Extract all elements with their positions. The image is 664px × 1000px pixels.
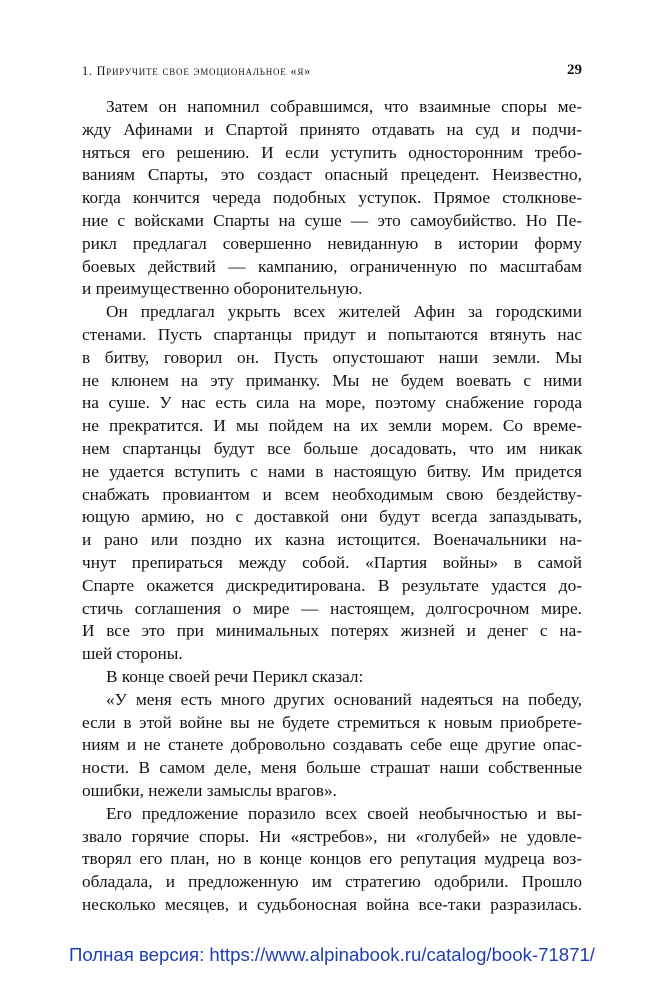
text-line: ние с войсками Спарты на суше — это самоубийство. Но Пе- bbox=[82, 210, 582, 230]
text-line: когда кончится череда подобных уступок. Прямое столкнове- bbox=[82, 188, 582, 208]
text-line: «У меня есть много других оснований надеяться на победу, bbox=[106, 689, 582, 709]
running-head bbox=[82, 64, 582, 84]
text-line: творял его план, но в конце концов его репутация мудреца воз- bbox=[82, 849, 582, 869]
text-line: ющую армию, но с доставкой они будут всегда запаздывать, bbox=[82, 507, 582, 527]
text-line: Спарте окажется дискредитирована. В результате удастся до- bbox=[82, 575, 582, 595]
page-number: 29 bbox=[567, 62, 582, 78]
text-line: Его предложение поразило всех своей необычностью и вы- bbox=[106, 803, 582, 823]
text-line: рикл предлагал совершенно невиданную в истории форму bbox=[82, 233, 582, 253]
text-line: ности. В самом деле, меня больше страшат наши собственные bbox=[82, 758, 582, 778]
text-line: обладала, и предложенную им стратегию одобрили. Прошло bbox=[82, 872, 582, 892]
text-line: на суше. У нас есть сила на море, поэтому снабжение города bbox=[82, 393, 582, 413]
text-line: и рано или поздно их казна истощится. Военачальники на- bbox=[82, 530, 582, 550]
text-line: ошибки, нежели замыслы врагов». bbox=[82, 780, 337, 800]
paragraph-5 bbox=[82, 803, 582, 917]
text-line: ваниям Спарты, это создаст опасный прецедент. Неизвестно, bbox=[82, 165, 582, 185]
paragraph-2 bbox=[82, 301, 582, 666]
text-line: звало горячие споры. Ни «ястребов», ни «голубей» не удовле- bbox=[82, 826, 582, 846]
quote-paragraph bbox=[82, 689, 582, 803]
text-line: В конце своей речи Перикл сказал: bbox=[106, 666, 364, 686]
text-line: не прекратится. И мы пойдем на их земли морем. Со време- bbox=[82, 416, 582, 436]
paragraph-3 bbox=[82, 666, 582, 689]
text-line: не удается вступить с нами в настоящую битву. Им придется bbox=[82, 461, 582, 481]
chapter-title: 1. Приручите свое эмоциональное «я» bbox=[82, 64, 312, 78]
full-version-link[interactable]: Полная версия: https://www.alpinabook.ru/catalog/book-71871/ bbox=[69, 944, 595, 965]
text-line: И все это при минимальных потерях жизней и денег с на- bbox=[82, 621, 582, 641]
text-line: и преимущественно оборонительную. bbox=[82, 279, 363, 299]
text-line: ниям и не станете добровольно создавать себе еще другие опас- bbox=[82, 735, 582, 755]
text-line: если в этой войне вы не будете стремиться к новым приобрете- bbox=[82, 712, 582, 732]
text-line: жду Афинами и Спартой принято отдавать на суд и подчи- bbox=[82, 119, 582, 139]
text-line: стичь соглашения о мире — настоящем, долгосрочном мире. bbox=[82, 598, 582, 618]
text-line: не клюнем на эту приманку. Мы не будем воевать с ними bbox=[82, 370, 582, 390]
text-line: няться его решению. И если уступить односторонним требо- bbox=[82, 142, 582, 162]
text-line: снабжать провиантом и всем необходимым свою бездейству- bbox=[82, 484, 582, 504]
text-line: стенами. Пусть спартанцы придут и попытаются втянуть нас bbox=[82, 324, 582, 344]
text-line: боевых действий — кампанию, ограниченную по масштабам bbox=[82, 256, 582, 276]
text-line: нем спартанцы будут все больше досадовать, что им никак bbox=[82, 438, 582, 458]
text-line: Он предлагал укрыть всех жителей Афин за городскими bbox=[106, 302, 582, 322]
text-line: несколько месяцев, и судьбоносная война все-таки разразилась. bbox=[82, 894, 582, 914]
text-line: в битву, говорил он. Пусть опустошают наши земли. Мы bbox=[82, 347, 582, 367]
text-line: Затем он напомнил собравшимся, что взаимные споры ме- bbox=[106, 97, 582, 116]
paragraph-1 bbox=[82, 96, 582, 301]
text-line: шей стороны. bbox=[82, 644, 183, 664]
body-text bbox=[82, 96, 582, 917]
text-line: чнут препираться между собой. «Партия войны» в самой bbox=[82, 552, 582, 572]
